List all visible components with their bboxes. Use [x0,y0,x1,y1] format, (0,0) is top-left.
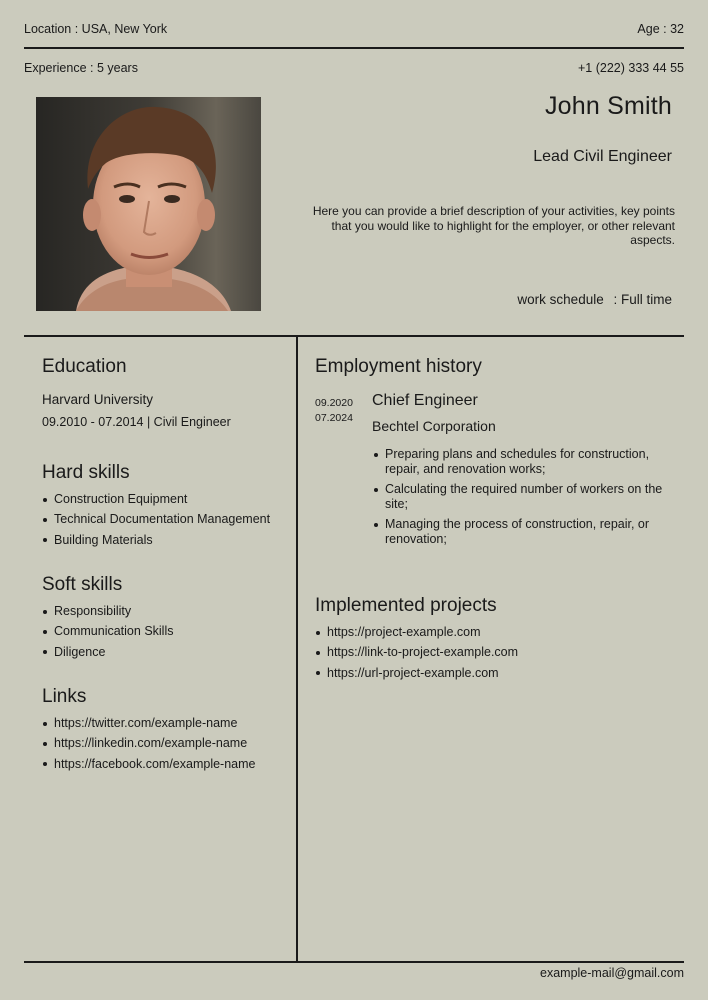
job-position: Chief Engineer [372,392,478,409]
list-item: Communication Skills [42,624,292,639]
project-link[interactable]: https://url-project-example.com [315,666,675,681]
profile-photo [36,97,261,311]
list-item: Managing the process of construction, repair, or renovation; [373,517,673,546]
job-dates [315,396,353,426]
list-item: Preparing plans and schedules for construction, repair, and renovation works; [373,447,673,476]
list-item: Building Materials [42,533,292,548]
header-divider [24,47,684,49]
work-schedule-value: : Full time [613,292,672,307]
facebook-link[interactable]: https://facebook.com/example-name [42,757,292,772]
links-heading: Links [42,686,87,707]
project-link[interactable]: https://project-example.com [315,625,675,640]
linkedin-link[interactable]: https://linkedin.com/example-name [42,736,292,751]
list-item: Responsibility [42,604,292,619]
project-link[interactable]: https://link-to-project-example.com [315,645,675,660]
job-duties-list [373,447,673,552]
soft-skills-heading: Soft skills [42,574,123,595]
job-start-date: 09.2020 [315,397,353,409]
job-end-date: 07.2024 [315,412,353,424]
list-item: Technical Documentation Management [42,512,292,527]
phone-text[interactable]: +1 (222) 333 44 55 [578,61,684,75]
list-item: Construction Equipment [42,492,292,507]
candidate-name: John Smith [544,92,672,120]
list-item: Diligence [42,645,292,660]
portrait-image [36,97,261,311]
job-company: Bechtel Corporation [372,418,496,434]
experience-text: Experience : 5 years [24,61,138,75]
age-text: Age : 32 [637,22,684,36]
employment-heading: Employment history [315,356,482,377]
location-text: Location : USA, New York [24,22,168,36]
column-divider [296,335,298,961]
list-item: Calculating the required number of workers on the site; [373,482,673,511]
work-schedule [517,292,672,307]
email-link[interactable]: example-mail@gmail.com [540,966,684,980]
job-title: Lead Civil Engineer [533,148,672,165]
soft-skills-list [42,604,292,665]
projects-list [315,625,675,686]
education-school: Harvard University [42,392,154,407]
footer-divider [24,961,684,963]
section-divider [24,335,684,337]
profile-description: Here you can provide a brief description of your activities, key points that you would like to highlight for the employer, or other relevant aspects. [312,204,675,247]
projects-heading: Implemented projects [315,595,497,616]
hard-skills-list [42,492,292,553]
hard-skills-heading: Hard skills [42,462,130,483]
twitter-link[interactable]: https://twitter.com/example-name [42,716,292,731]
links-list [42,716,292,777]
education-heading: Education [42,356,127,377]
education-details: 09.2010 - 07.2014 | Civil Engineer [42,415,231,429]
work-schedule-label: work schedule [517,292,604,307]
